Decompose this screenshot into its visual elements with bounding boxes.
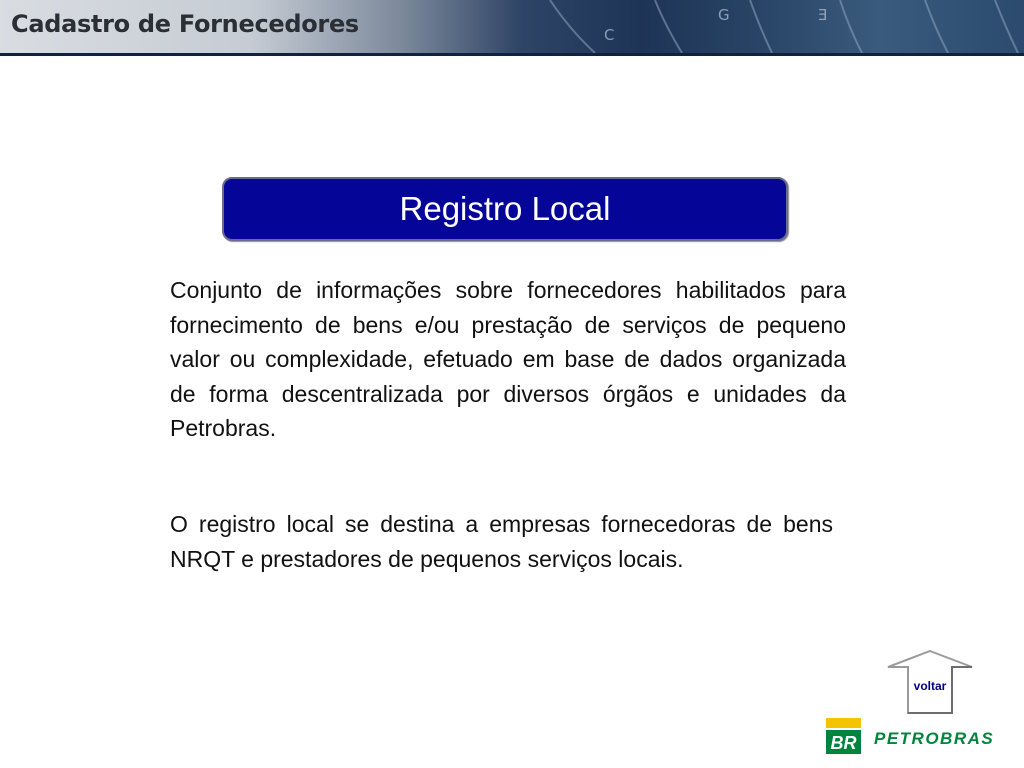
section-title-banner: Registro Local [222, 177, 788, 241]
keyboard-background-image [420, 0, 1024, 53]
svg-text:G: G [718, 6, 730, 24]
header-divider [0, 53, 1024, 56]
svg-text:BR: BR [830, 733, 857, 753]
petrobras-wordmark: PETROBRAS [874, 729, 995, 748]
svg-text:C: C [604, 26, 615, 44]
voltar-button[interactable] [886, 650, 974, 716]
svg-text:Ǝ: Ǝ [818, 6, 828, 24]
header-bar [0, 0, 1024, 56]
br-logo-icon [826, 718, 861, 754]
description-paragraph: Conjunto de informações sobre fornecedores habilitados para fornecimento de bens e/ou prestação de serviços de pequeno valor ou complexidade, efetuado em base de dados organizada de forma descentralizada por diversos órgãos e unidades da Petrobras. [170, 277, 846, 442]
petrobras-logo [826, 718, 1016, 758]
purpose-paragraph: O registro local se destina a empresas fornecedoras de bens NRQT e prestadores de pequenos serviços locais. [170, 511, 833, 572]
voltar-label: voltar [913, 679, 947, 693]
page-title: Cadastro de Fornecedores [11, 10, 359, 38]
